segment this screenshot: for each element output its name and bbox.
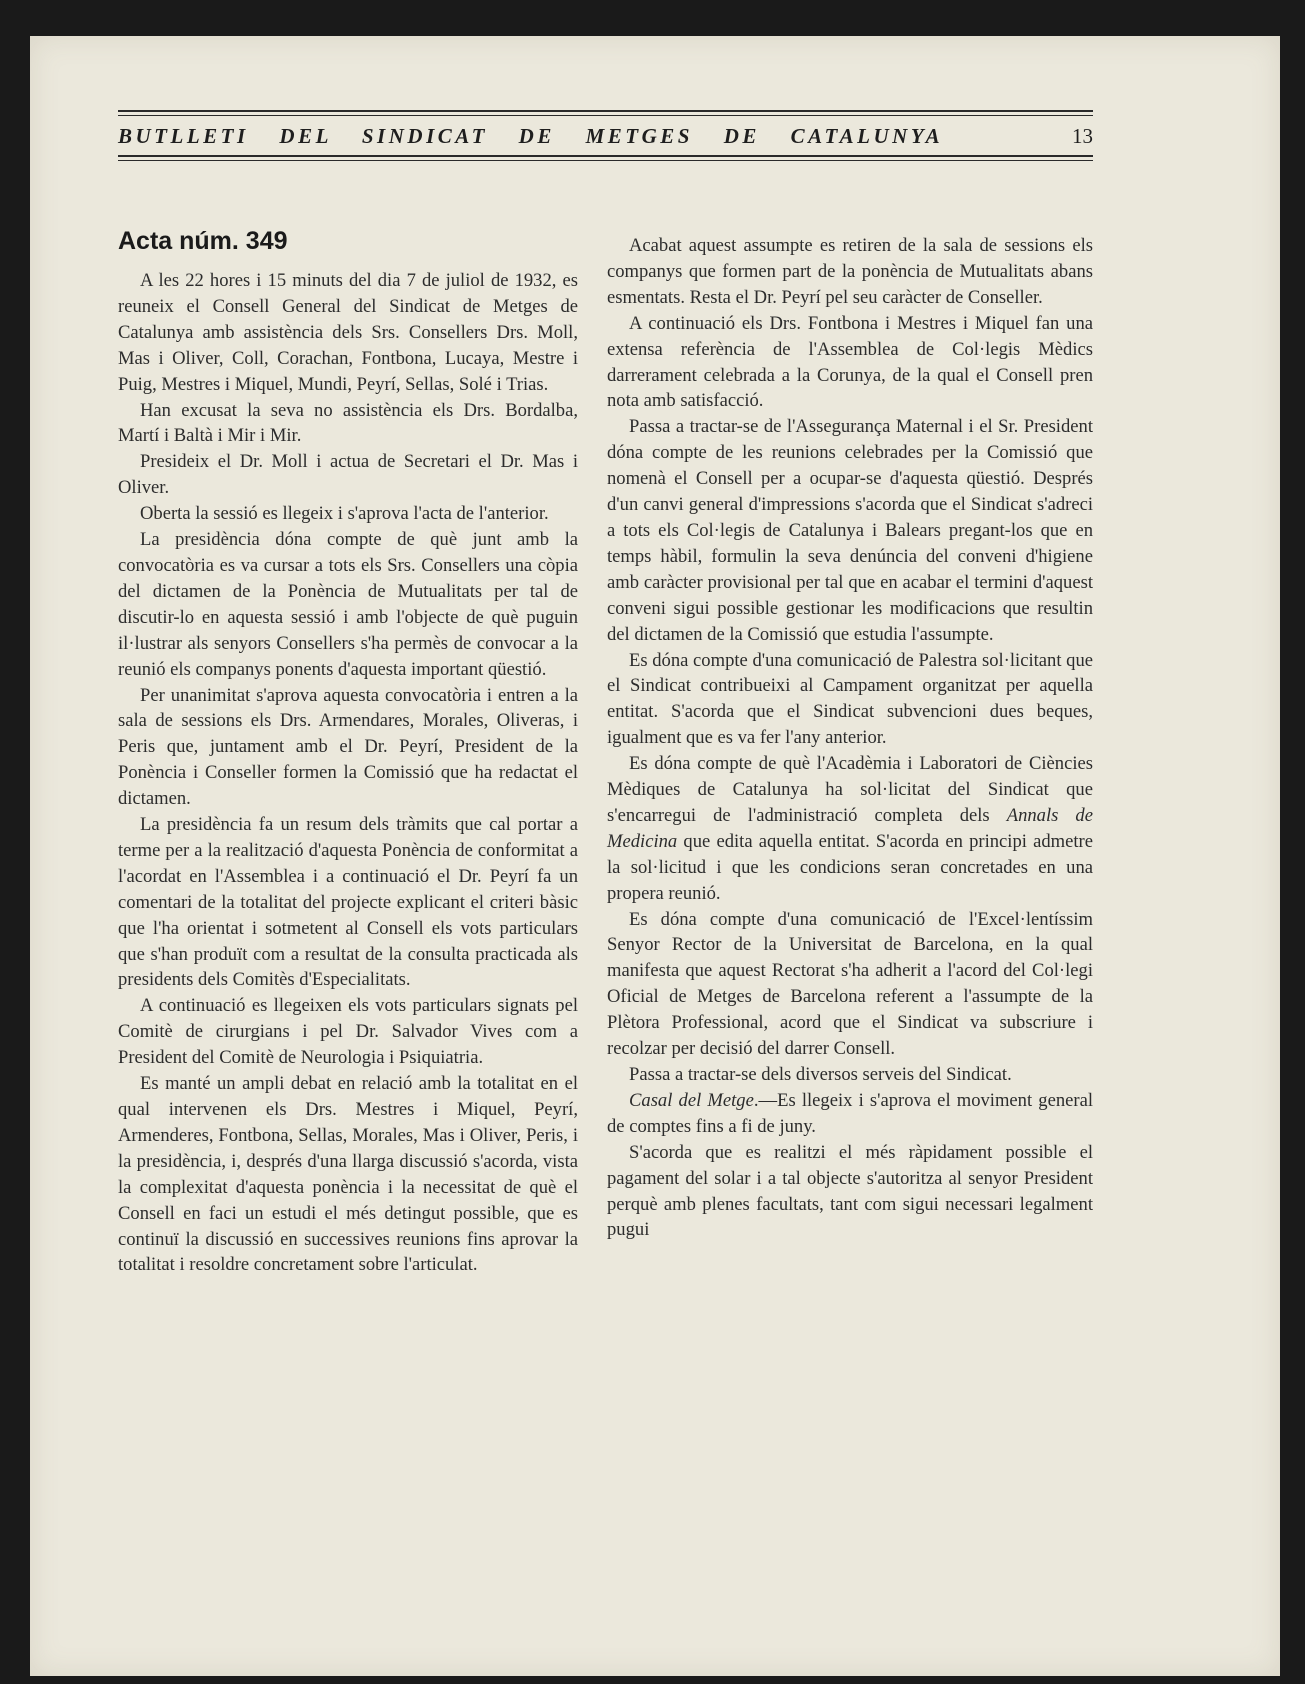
right-paragraph: Acabat aquest assumpte es retiren de la sala de sessions els companys que formen part de la ponència de Mutualitats abans esmentats. Resta el Dr. Peyrí pel seu caràcter de Conseller. [607,235,1093,308]
left-paragraph: A les 22 hores i 15 minuts del dia 7 de juliol de 1932, es reuneix el Consell General del Sindicat de Metges de Catalunya amb assistència dels Srs. Consellers Drs. Moll, Mas i Oliver, Coll, Corachan, Fontbona, Lucaya, Mestre i Puig, Mestres i Miquel, Mundi, Peyrí, Sellas, Solé i Trias. [118,270,578,395]
right-paragraph: Passa a tractar-se de l'Assegurança Maternal i el Sr. President dóna compte de les reunions celebrades per la Comissió que nomenà el Consell per a ocupar-se d'aquesta qüestió. Després d'un canvi general d'impressions s'acorda que el Sindicat s'adreci a tots els Col·legis de Catalunya i Balears pregant-los que en temps hàbil, formulin la seva denúncia del conveni d'higiene amb caràcter provisional per tal que en acabar el termini d'aquest conveni sigui possible gestionar les modificacions que resultin del dictamen de la Comissió que estudia l'assumpte. [607,416,1093,645]
right-paragraph: S'acorda que es realitzi el més ràpidament possible el pagament del solar i a tal objecte s'autoritza al senyor President perquè amb plenes facultats, tant com sigui necessari legalment pugui [607,1141,1093,1241]
italic-title: Annals de Medicina [607,804,1093,852]
left-column [118,226,578,1278]
journal-title: BUTLLETI DEL SINDICAT DE METGES DE CATALUNYA [118,124,944,148]
italic-title: Casal del Metge [629,1089,754,1111]
right-paragraph: Es dóna compte d'una comunicació de l'Excel·lentíssim Senyor Rector de la Universitat de Barcelona, en la qual manifesta que aquest Rectorat s'ha adherit a l'acord del Col·legi Oficial de Metges de Barcelona referent a l'assumpte de la Plètora Professional, acord que el Sindicat va subscriure i recolzar per decisió del darrer Consell. [607,908,1093,1060]
left-paragraph: A continuació es llegeixen els vots particulars signats pel Comitè de cirurgians i pel Dr. Salvador Vives com a President del Comitè de Neurologia i Psiquiatria. [118,995,578,1069]
right-paragraph: Passa a tractar-se dels diversos serveis del Sindicat. [629,1064,1012,1085]
header-rule-bottom [118,155,1093,157]
right-column [607,233,1093,1243]
left-paragraph: La presidència dóna compte de què junt amb la convocatòria es va cursar a tots els Srs. Consellers una còpia del dictamen de la Ponència de Mutualitats per tal de discutir-lo en aquesta sessió i amb l'objecte de què puguin il·lustrar als senyors Consellers s'ha permès de convocar a la reunió els companys ponents d'aquesta important qüestió. [118,529,578,680]
left-paragraph: Es manté un ampli debat en relació amb la totalitat en el qual intervenen els Drs. Mestres i Miquel, Peyrí, Armenderes, Fontbona, Sellas, Morales, Mas i Oliver, Peris, i la presidència, i, després d'una llarga discussió s'acorda, vista la complexitat d'aquesta ponència i la necessitat de què el Consell en faci un estudi el més detingut possible, que es continuï la discussió en successives reunions fins aprovar la totalitat i resoldre concretament sobre l'articulat. [118,1073,578,1276]
right-paragraph: Casal del Metge.—Es llegeix i s'aprova el moviment general de comptes fins a fi de juny. [607,1089,1093,1137]
running-header [118,110,1093,161]
left-paragraph: La presidència fa un resum dels tràmits que cal portar a terme per a la realització d'aquesta Ponència de conformitat a l'acordat en l'Assemblea i a continuació el Dr. Peyrí fa un comentari de la totalitat del projecte explicant el criteri bàsic que l'ha orientat i sotmetent al Consell els vots particulars que s'han produït com a resultat de la consulta practicada als presidents dels Comitès d'Especialitats. [118,814,578,991]
header-rule-bottom-thin [118,160,1093,161]
left-paragraph: Per unanimitat s'aprova aquesta convocatòria i entren a la sala de sessions els Drs. Armendares, Morales, Oliveras, i Peris que, juntament amb el Dr. Peyrí, President de la Ponència i Conseller formen la Comissió que ha redactat el dictamen. [118,684,578,810]
right-paragraph: Es dóna compte de què l'Acadèmia i Laboratori de Ciències Mèdiques de Catalunya ha sol·licitat del Sindicat que s'encarregui de l'administració completa dels Annals de Medicina que edita aquella entitat. S'acorda en principi admetre la sol·licitud i que les condicions seran concretades en una propera reunió. [607,753,1093,904]
right-paragraph: Es dóna compte d'una comunicació de Palestra sol·licitant que el Sindicat contribueixi al Campament organitzat per aquella entitat. S'acorda que el Sindicat subvencioni dues beques, igualment que es va fer l'any anterior. [607,649,1093,749]
page-number: 13 [1072,124,1093,148]
article-heading: Acta núm. 349 [118,227,288,255]
header-rule-top [118,110,1093,112]
right-paragraph: A continuació els Drs. Fontbona i Mestres i Miquel fan una extensa referència de l'Assemblea de Col·legis Mèdics darrerament celebrada a la Corunya, de la qual el Consell pren nota amb satisfacció. [607,312,1093,412]
left-paragraph: Presideix el Dr. Moll i actua de Secretari el Dr. Mas i Oliver. [118,451,578,499]
left-paragraph: Han excusat la seva no assistència els Drs. Bordalba, Martí i Baltà i Mir i Mir. [118,399,578,447]
left-paragraph: Oberta la sessió es llegeix i s'aprova l'acta de l'anterior. [140,503,549,525]
